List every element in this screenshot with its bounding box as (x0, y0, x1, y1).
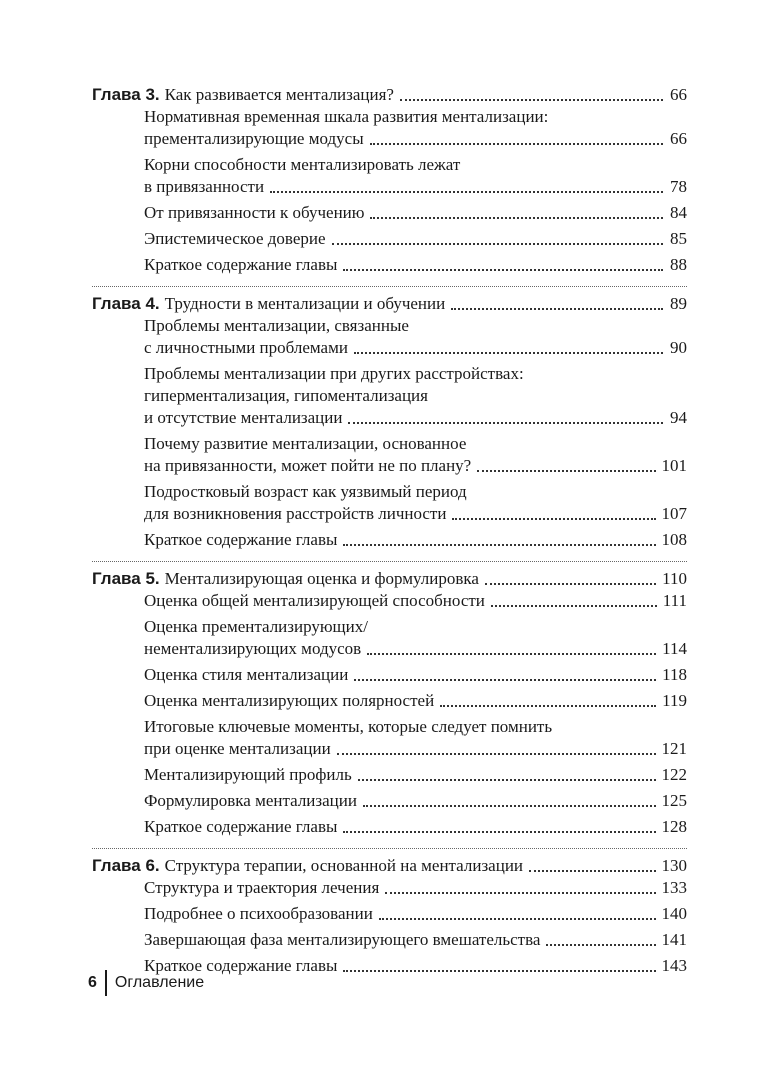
entry-final-line (144, 816, 687, 838)
entry-page-number: 140 (661, 904, 687, 923)
entry-final-line (144, 738, 687, 760)
entry-final-line (144, 929, 687, 951)
toc-entry (92, 790, 687, 812)
chapter-page-number: 130 (661, 856, 687, 875)
entry-title: От привязанности к обучению (144, 203, 365, 222)
chapter-section (92, 293, 687, 562)
entry-final-line (144, 690, 687, 712)
toc-entry (92, 202, 687, 224)
entry-final-line (144, 903, 687, 925)
dot-leader (370, 216, 663, 219)
entry-title: Краткое содержание главы (144, 956, 338, 975)
entry-title-line: Оценка прементализирующих/ (144, 617, 368, 636)
toc-entry (92, 363, 687, 429)
entry-final-line (144, 228, 687, 250)
entry-final-line (144, 790, 687, 812)
dot-leader (379, 917, 656, 920)
toc-entry (92, 228, 687, 250)
chapter-heading (92, 855, 687, 877)
entry-page-number: 118 (662, 665, 687, 684)
toc-entry (92, 929, 687, 951)
toc-entry (92, 154, 687, 198)
entry-title-line: Корни способности ментализировать лежат (144, 155, 461, 174)
dot-leader (354, 351, 663, 354)
dot-leader (451, 307, 663, 310)
chapter-title: Как развивается ментализация? (164, 85, 394, 104)
entry-page-number: 78 (670, 177, 687, 196)
chapter-heading (92, 84, 687, 106)
dot-leader (343, 969, 655, 972)
entry-page-number: 90 (670, 338, 687, 357)
entry-page-number: 107 (661, 504, 687, 523)
entry-page-number: 133 (661, 878, 687, 897)
dot-leader (343, 268, 663, 271)
chapter-title: Структура терапии, основанной на ментализации (164, 856, 524, 875)
entry-title: для возникновения расстройств личности (144, 504, 447, 523)
chapter-label: Глава 5. (92, 569, 160, 588)
toc-entry (92, 481, 687, 525)
dot-leader (440, 704, 656, 707)
entry-final-line (144, 503, 687, 525)
entry-title: Оценка общей ментализирующей способности (144, 591, 485, 610)
dot-leader (529, 869, 655, 872)
dot-leader (546, 943, 655, 946)
toc-entry (92, 764, 687, 786)
entry-page-number: 141 (661, 930, 687, 949)
entry-title: в привязанности (144, 177, 265, 196)
chapter-page-number: 89 (670, 294, 687, 313)
dot-leader (367, 652, 656, 655)
entry-title: прементализирующие модусы (144, 129, 364, 148)
entry-title-line: Подростковый возраст как уязвимый период (144, 482, 467, 501)
entry-final-line (144, 202, 687, 224)
chapter-section (92, 84, 687, 287)
footer-divider (105, 970, 107, 996)
entry-page-number: 94 (670, 408, 687, 427)
entry-title: Формулировка ментализации (144, 791, 357, 810)
entry-page-number: 121 (661, 739, 687, 758)
toc-entry (92, 529, 687, 551)
entry-final-line (144, 337, 687, 359)
entry-title: Краткое содержание главы (144, 817, 338, 836)
entry-title: нементализирующих модусов (144, 639, 362, 658)
entry-title: Ментализирующий профиль (144, 765, 352, 784)
toc-entry (92, 106, 687, 150)
chapter-page-number: 66 (670, 85, 687, 104)
dot-leader (332, 242, 663, 245)
page-number: 6 (88, 974, 97, 991)
dot-leader (354, 678, 656, 681)
dot-leader (343, 830, 655, 833)
entry-title: Структура и траектория лечения (144, 878, 380, 897)
entry-title: с личностными проблемами (144, 338, 348, 357)
running-title: Оглавление (114, 974, 205, 991)
entry-title: при оценке ментализации (144, 739, 331, 758)
chapter-label: Глава 4. (92, 294, 160, 313)
entry-page-number: 101 (661, 456, 687, 475)
chapter-label: Глава 6. (92, 856, 160, 875)
dot-leader (370, 142, 663, 145)
entry-final-line (144, 955, 687, 977)
toc-entry (92, 590, 687, 612)
dot-leader (363, 804, 656, 807)
entry-final-line (144, 764, 687, 786)
toc-entry (92, 433, 687, 477)
chapter-heading (92, 293, 687, 315)
entry-title: Краткое содержание главы (144, 255, 338, 274)
entry-final-line (144, 455, 687, 477)
entry-page-number: 108 (661, 530, 687, 549)
entry-title: Краткое содержание главы (144, 530, 338, 549)
entry-title-line: гиперментализация, гипоментализация (144, 386, 428, 405)
table-of-contents (92, 84, 687, 993)
toc-entry (92, 315, 687, 359)
toc-entry (92, 690, 687, 712)
page-footer (88, 970, 204, 996)
toc-entry (92, 816, 687, 838)
dot-leader (270, 190, 663, 193)
entry-title-line: Итоговые ключевые моменты, которые следует помнить (144, 717, 553, 736)
entry-final-line (144, 128, 687, 150)
entry-page-number: 88 (670, 255, 687, 274)
entry-final-line (144, 590, 687, 612)
entry-page-number: 85 (670, 229, 687, 248)
entry-page-number: 143 (661, 956, 687, 975)
chapter-title: Трудности в ментализации и обучении (164, 294, 446, 313)
entry-page-number: 119 (662, 691, 687, 710)
toc-entry (92, 903, 687, 925)
chapter-title: Ментализирующая оценка и формулировка (164, 569, 479, 588)
dot-leader (348, 421, 663, 424)
entry-final-line (144, 664, 687, 686)
entry-title: Завершающая фаза ментализирующего вмешательства (144, 930, 541, 949)
chapter-page-number: 110 (662, 569, 687, 588)
toc-entry (92, 877, 687, 899)
entry-title: Подробнее о психообразовании (144, 904, 373, 923)
chapter-section (92, 568, 687, 849)
entry-page-number: 125 (661, 791, 687, 810)
toc-entry (92, 254, 687, 276)
entry-page-number: 66 (670, 129, 687, 148)
entry-title-line: Проблемы ментализации, связанные (144, 316, 409, 335)
entry-title-line: Проблемы ментализации при других расстройствах: (144, 364, 524, 383)
dot-leader (477, 469, 655, 472)
toc-entry (92, 616, 687, 660)
entry-page-number: 128 (661, 817, 687, 836)
entry-final-line (144, 407, 687, 429)
dot-leader (358, 778, 656, 781)
entry-page-number: 111 (662, 591, 687, 610)
toc-entry (92, 716, 687, 760)
dot-leader (491, 604, 657, 607)
chapter-section (92, 855, 687, 987)
entry-final-line (144, 877, 687, 899)
entry-page-number: 84 (670, 203, 687, 222)
entry-title: и отсутствие ментализации (144, 408, 343, 427)
entry-final-line (144, 529, 687, 551)
entry-title-line: Почему развитие ментализации, основанное (144, 434, 467, 453)
entry-final-line (144, 638, 687, 660)
entry-final-line (144, 254, 687, 276)
dot-leader (400, 98, 663, 101)
entry-title-line: Нормативная временная шкала развития ментализации: (144, 107, 549, 126)
entry-page-number: 114 (662, 639, 687, 658)
dot-leader (485, 582, 656, 585)
dot-leader (452, 517, 655, 520)
chapter-heading (92, 568, 687, 590)
chapter-label: Глава 3. (92, 85, 160, 104)
entry-title: на привязанности, может пойти не по плану? (144, 456, 472, 475)
toc-entry (92, 664, 687, 686)
dot-leader (337, 752, 656, 755)
entry-title: Эпистемическое доверие (144, 229, 326, 248)
entry-page-number: 122 (661, 765, 687, 784)
entry-title: Оценка стиля ментализации (144, 665, 349, 684)
entry-title: Оценка ментализирующих полярностей (144, 691, 435, 710)
dot-leader (343, 543, 655, 546)
entry-final-line (144, 176, 687, 198)
dot-leader (385, 891, 655, 894)
